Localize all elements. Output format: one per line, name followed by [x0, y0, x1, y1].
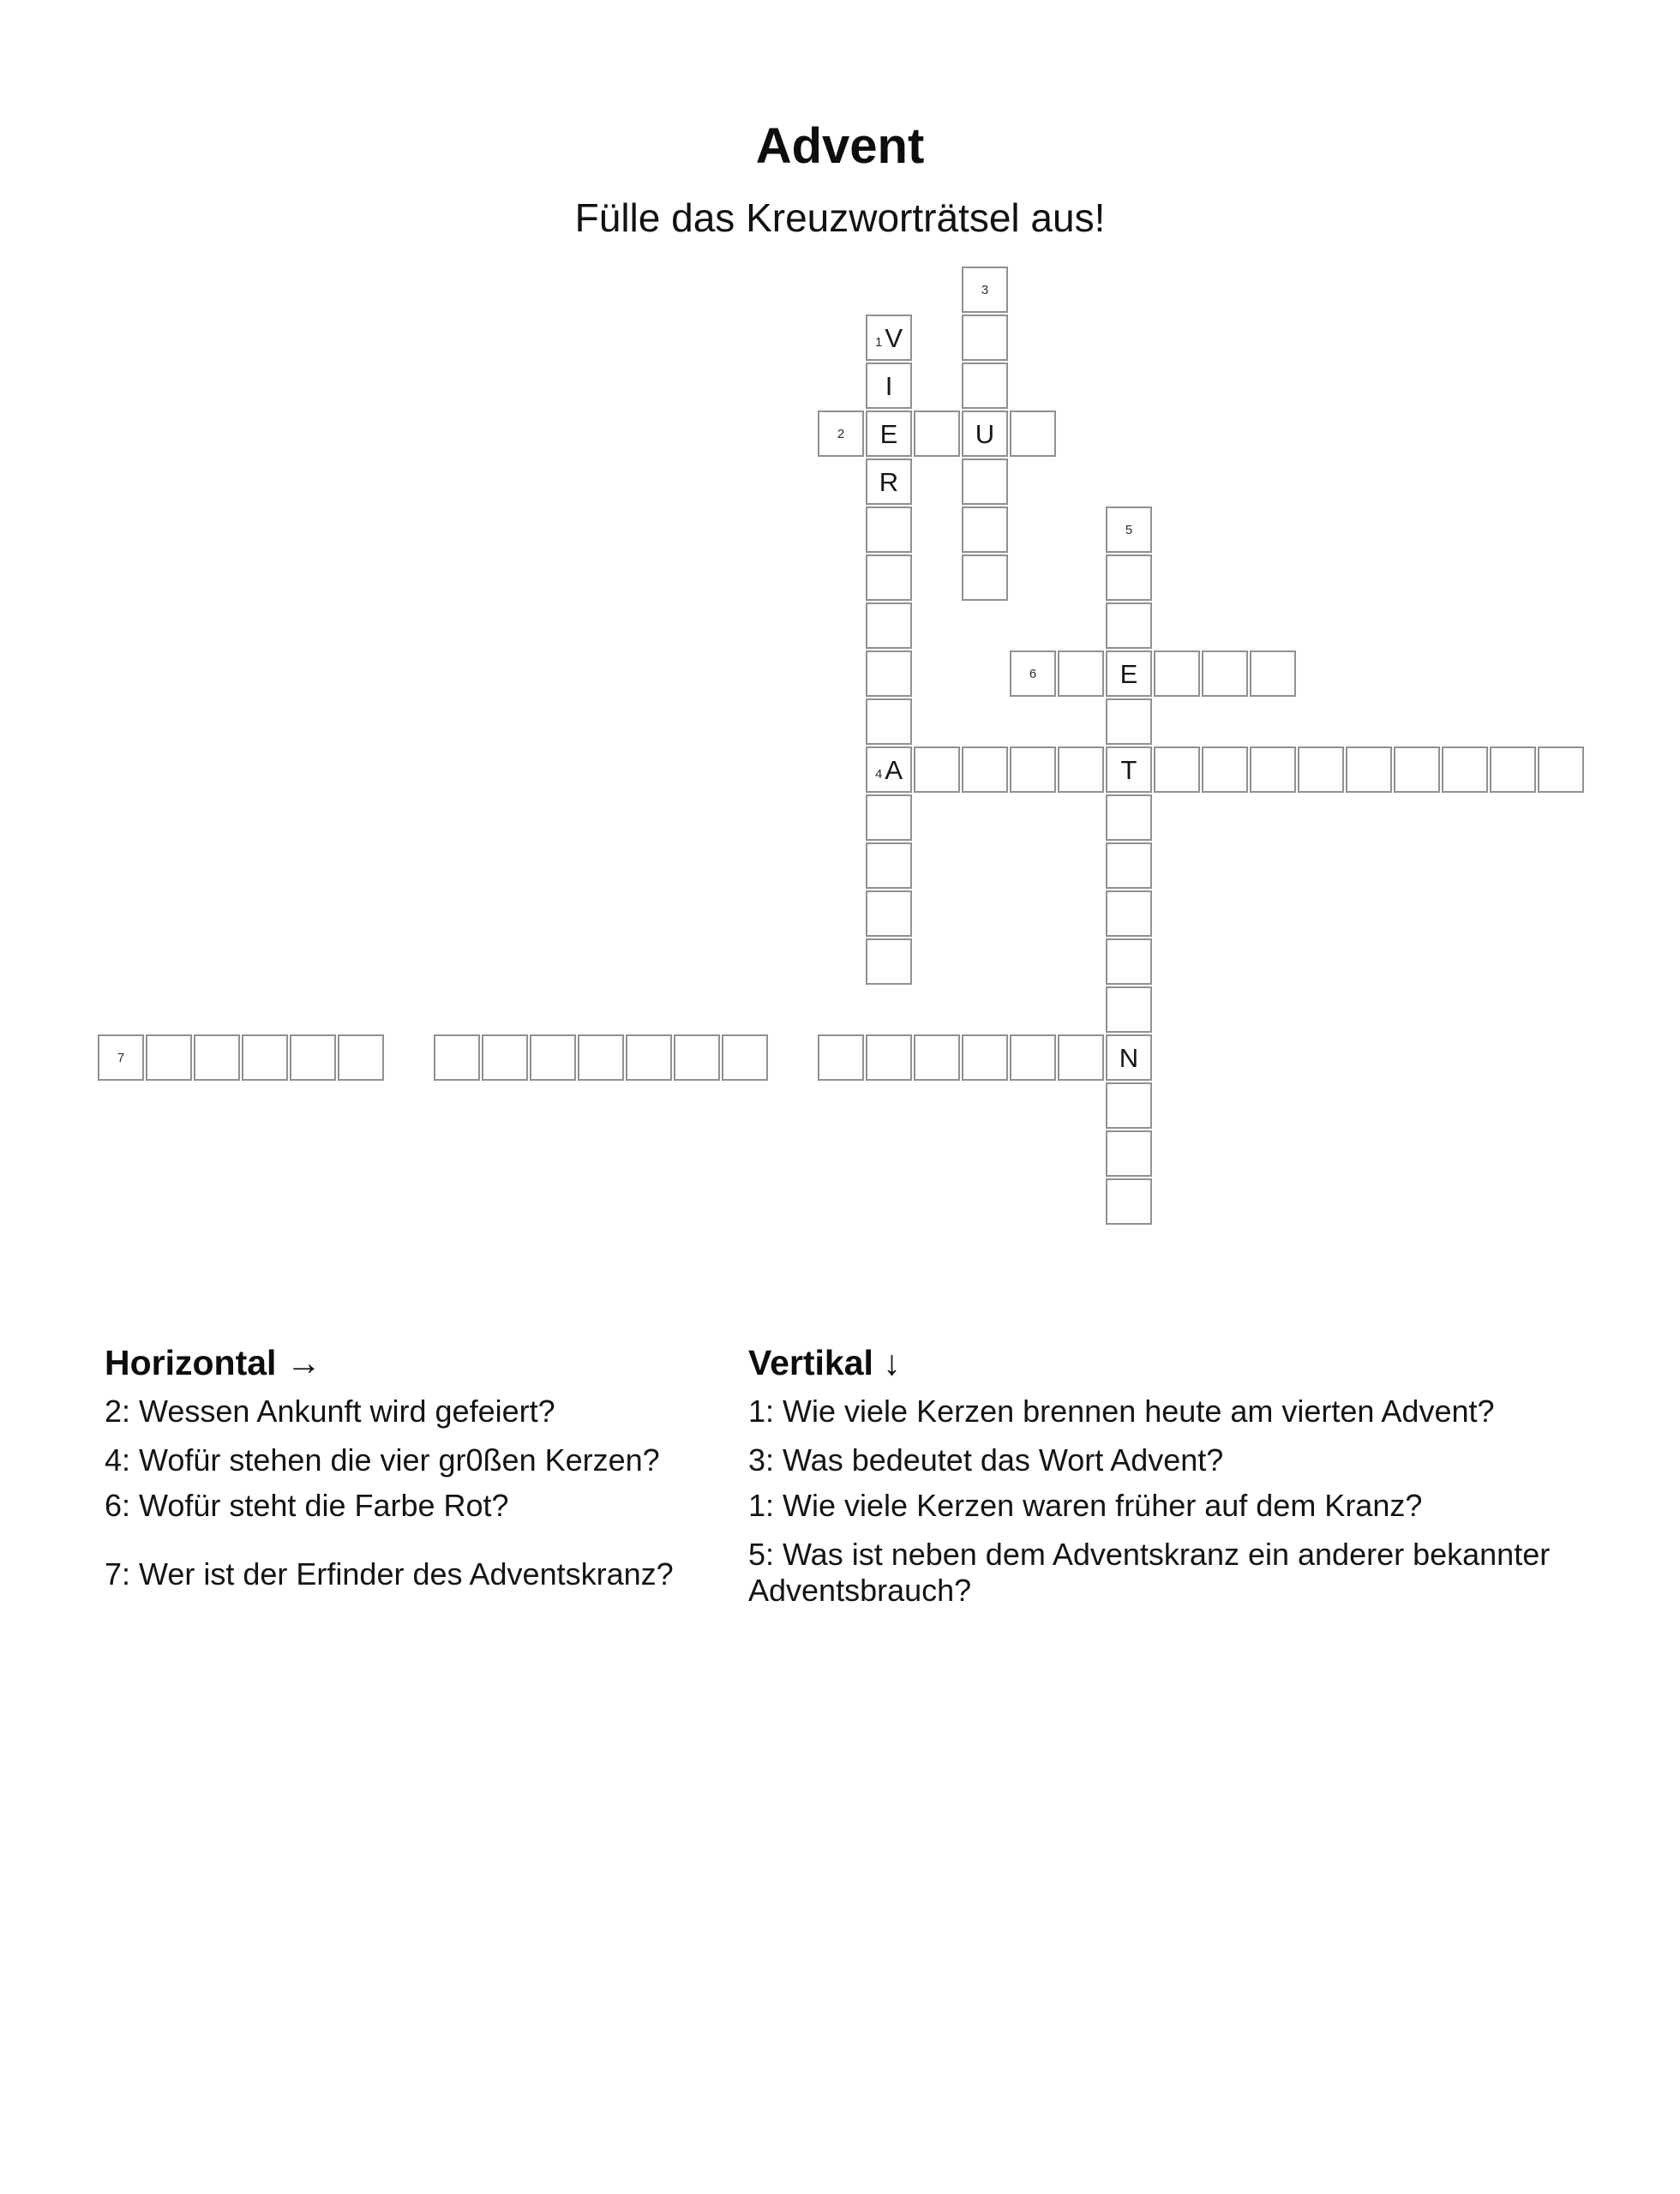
grid-cell[interactable]	[434, 1034, 480, 1081]
cell-letter: V	[885, 322, 903, 353]
grid-cell[interactable]	[626, 1034, 672, 1081]
grid-cell[interactable]	[914, 411, 960, 457]
grid-cell[interactable]	[962, 1034, 1008, 1081]
grid-cell[interactable]	[1106, 650, 1152, 697]
clue-item: 2: Wessen Ankunft wird gefeiert?	[105, 1394, 555, 1429]
grid-cell[interactable]	[914, 1034, 960, 1081]
grid-cell[interactable]	[1010, 746, 1056, 793]
grid-cell[interactable]	[1010, 650, 1056, 697]
cell-number: 3	[981, 282, 989, 297]
grid-cell[interactable]	[1058, 1034, 1104, 1081]
grid-cell[interactable]	[1394, 746, 1440, 793]
grid-cell[interactable]	[1106, 1178, 1152, 1225]
grid-cell[interactable]	[242, 1034, 288, 1081]
grid-cell[interactable]	[962, 363, 1008, 409]
grid-cell[interactable]	[1106, 554, 1152, 601]
grid-cell[interactable]	[1058, 746, 1104, 793]
grid-cell[interactable]	[1010, 411, 1056, 457]
grid-cell[interactable]	[818, 411, 864, 457]
clue-item: 7: Wer ist der Erfinder des Adventskranz?	[105, 1556, 674, 1592]
grid-cell[interactable]	[1154, 746, 1200, 793]
grid-cell[interactable]	[578, 1034, 624, 1081]
grid-cell[interactable]	[962, 554, 1008, 601]
grid-cell[interactable]	[1106, 938, 1152, 985]
grid-cell[interactable]	[962, 746, 1008, 793]
grid-cell[interactable]	[146, 1034, 192, 1081]
grid-cell[interactable]	[1154, 650, 1200, 697]
clue-item: 1: Wie viele Kerzen waren früher auf dem Kranz?	[748, 1488, 1423, 1523]
clue-item: 1: Wie viele Kerzen brennen heute am vierten Advent?	[748, 1394, 1495, 1429]
grid-cell[interactable]	[1106, 507, 1152, 553]
grid-cell[interactable]	[722, 1034, 768, 1081]
crossword-grid	[98, 267, 1589, 1231]
grid-cell[interactable]	[866, 1034, 912, 1081]
grid-cell[interactable]	[866, 794, 912, 841]
grid-cell[interactable]	[1106, 1034, 1152, 1081]
grid-cell[interactable]	[1106, 842, 1152, 889]
cell-letter: E	[879, 418, 898, 449]
grid-cell[interactable]	[1250, 650, 1296, 697]
grid-cell[interactable]	[1106, 1130, 1152, 1177]
grid-cell[interactable]	[866, 746, 912, 793]
grid-cell[interactable]	[1250, 746, 1296, 793]
cell-number: 4	[874, 766, 883, 782]
cell-number: 7	[117, 1050, 125, 1065]
grid-cell[interactable]	[1010, 1034, 1056, 1081]
page-subtitle: Fülle das Kreuzworträtsel aus!	[574, 195, 1106, 240]
grid-cell[interactable]	[1106, 698, 1152, 745]
grid-cell[interactable]	[1442, 746, 1488, 793]
grid-cell[interactable]	[866, 842, 912, 889]
grid-cell[interactable]	[866, 554, 912, 601]
grid-cell[interactable]	[1106, 890, 1152, 937]
grid-cell[interactable]	[866, 698, 912, 745]
grid-cell[interactable]	[482, 1034, 528, 1081]
grid-cell[interactable]	[1490, 746, 1536, 793]
grid-cell[interactable]	[866, 890, 912, 937]
grid-cell[interactable]	[866, 938, 912, 985]
grid-cell[interactable]	[1106, 602, 1152, 649]
horizontal-clues-header: Horizontal →	[105, 1343, 321, 1382]
grid-cell[interactable]	[98, 1034, 144, 1081]
clue-item: 6: Wofür steht die Farbe Rot?	[105, 1488, 509, 1523]
clue-item: 4: Wofür stehen die vier gr0ßen Kerzen?	[105, 1442, 660, 1478]
grid-cell[interactable]	[194, 1034, 240, 1081]
grid-cell[interactable]	[962, 315, 1008, 361]
cell-number: 1	[874, 334, 883, 350]
grid-cell[interactable]	[1298, 746, 1344, 793]
grid-cell[interactable]	[914, 746, 960, 793]
cell-number: 6	[1029, 666, 1037, 681]
grid-cell[interactable]	[290, 1034, 336, 1081]
page-title: Advent	[755, 118, 925, 174]
clue-item: 3: Was bedeutet das Wort Advent?	[748, 1442, 1224, 1478]
grid-cell[interactable]	[674, 1034, 720, 1081]
grid-cell[interactable]	[1202, 650, 1248, 697]
vertical-clues-header: Vertikal ↓	[748, 1343, 901, 1382]
grid-cell[interactable]	[1106, 1082, 1152, 1129]
grid-cell[interactable]	[818, 1034, 864, 1081]
grid-cell[interactable]	[1538, 746, 1584, 793]
cell-letter: A	[885, 754, 903, 785]
cell-letter: I	[885, 370, 893, 401]
cell-letter: T	[1120, 754, 1137, 785]
cell-letter: E	[1119, 658, 1138, 689]
cell-letter: R	[879, 466, 899, 497]
grid-cell[interactable]	[1106, 986, 1152, 1033]
grid-cell[interactable]	[1106, 794, 1152, 841]
cell-letter: N	[1119, 1042, 1139, 1073]
grid-cell[interactable]	[866, 411, 912, 457]
grid-cell[interactable]	[962, 411, 1008, 457]
grid-cell[interactable]	[866, 459, 912, 505]
clue-item: 5: Was ist neben dem Adventskranz ein anderer bekannter Adventsbrauch?	[748, 1537, 1551, 1608]
cell-number: 5	[1125, 522, 1133, 537]
grid-cell[interactable]	[866, 650, 912, 697]
grid-cell[interactable]	[338, 1034, 384, 1081]
grid-cell[interactable]	[866, 363, 912, 409]
grid-cell[interactable]	[866, 602, 912, 649]
grid-cell[interactable]	[866, 507, 912, 553]
grid-cell[interactable]	[530, 1034, 576, 1081]
grid-cell[interactable]	[1346, 746, 1392, 793]
grid-cell[interactable]	[962, 267, 1008, 313]
grid-cell[interactable]	[1058, 650, 1104, 697]
grid-cell[interactable]	[962, 459, 1008, 505]
cell-number: 2	[837, 426, 845, 441]
cell-letter: U	[975, 418, 995, 449]
grid-cell[interactable]	[1106, 746, 1152, 793]
grid-cell[interactable]	[962, 507, 1008, 553]
grid-cell[interactable]	[1202, 746, 1248, 793]
grid-cell[interactable]	[866, 315, 912, 361]
